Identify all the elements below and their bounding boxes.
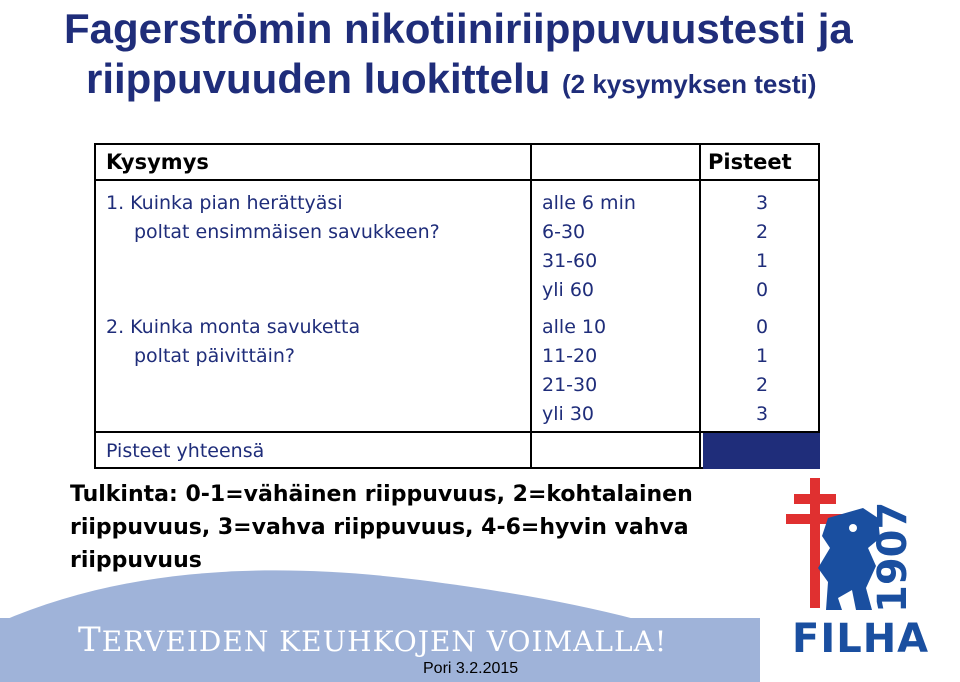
q1-option: alle 6 min (542, 192, 636, 214)
interpretation-text: Tulkinta: 0-1=vähäinen riippuvuus, 2=kohtalainen riippuvuus, 3=vahva riippuvuus, 4-6=hyvin vahva riippuvuus (70, 482, 693, 573)
footer-slogan (78, 620, 667, 660)
total-label: Pisteet yhteensä (106, 440, 265, 462)
q1-option: 6-30 (542, 221, 586, 243)
logo-year: 1907 (870, 501, 916, 613)
q2-point: 3 (755, 403, 769, 425)
q2-line-2: poltat päivittäin? (134, 345, 295, 367)
q2-point: 2 (755, 374, 769, 396)
table-divider-2 (699, 145, 701, 467)
filha-logo-text: FILHA (792, 616, 930, 662)
header-question: Kysymys (106, 150, 209, 174)
q1-point: 0 (755, 279, 769, 301)
slogan-cap: T (78, 620, 102, 660)
q2-options (542, 313, 606, 429)
total-points-box (703, 433, 820, 469)
table-divider-1 (530, 145, 532, 467)
q1-line-1: 1. Kuinka pian herättyäsi (106, 192, 343, 214)
cross-bar-top (794, 494, 836, 504)
q1-point: 1 (755, 250, 769, 272)
q2-points (702, 313, 822, 429)
lion-eye (849, 524, 857, 532)
q1-option: yli 60 (542, 279, 595, 301)
slide-title (64, 4, 944, 109)
q2-point: 0 (755, 316, 769, 338)
q2-option: 11-20 (542, 345, 598, 367)
q1-options (542, 189, 636, 305)
test-table (94, 143, 820, 469)
q1-line-2: poltat ensimmäisen savukkeen? (134, 221, 440, 243)
q1-text (106, 189, 440, 247)
footer-date: Pori 3.2.2015 (423, 660, 519, 677)
q1-points (702, 189, 822, 305)
title-subtitle: (2 kysymyksen testi) (562, 69, 817, 99)
table-header-divider (96, 179, 818, 181)
slogan-rest: ERVEIDEN KEUHKOJEN VOIMALLA! (101, 625, 668, 658)
q1-point: 2 (755, 221, 769, 243)
q2-option: alle 10 (542, 316, 607, 338)
title-line-2 (64, 54, 944, 109)
q2-option: yli 30 (542, 403, 595, 425)
q2-point: 1 (755, 345, 769, 367)
q1-option: 31-60 (542, 250, 598, 272)
q2-text (106, 313, 360, 371)
title-line-2-text: riippuvuuden luokittelu (86, 55, 551, 102)
title-line-1: Fagerströmin nikotiiniriippuvuustesti ja (64, 5, 853, 52)
q1-point: 3 (755, 192, 769, 214)
q2-line-1: 2. Kuinka monta savuketta (106, 316, 361, 338)
header-points: Pisteet (708, 150, 792, 174)
year-vertical-text (868, 488, 920, 618)
q2-option: 21-30 (542, 374, 598, 396)
